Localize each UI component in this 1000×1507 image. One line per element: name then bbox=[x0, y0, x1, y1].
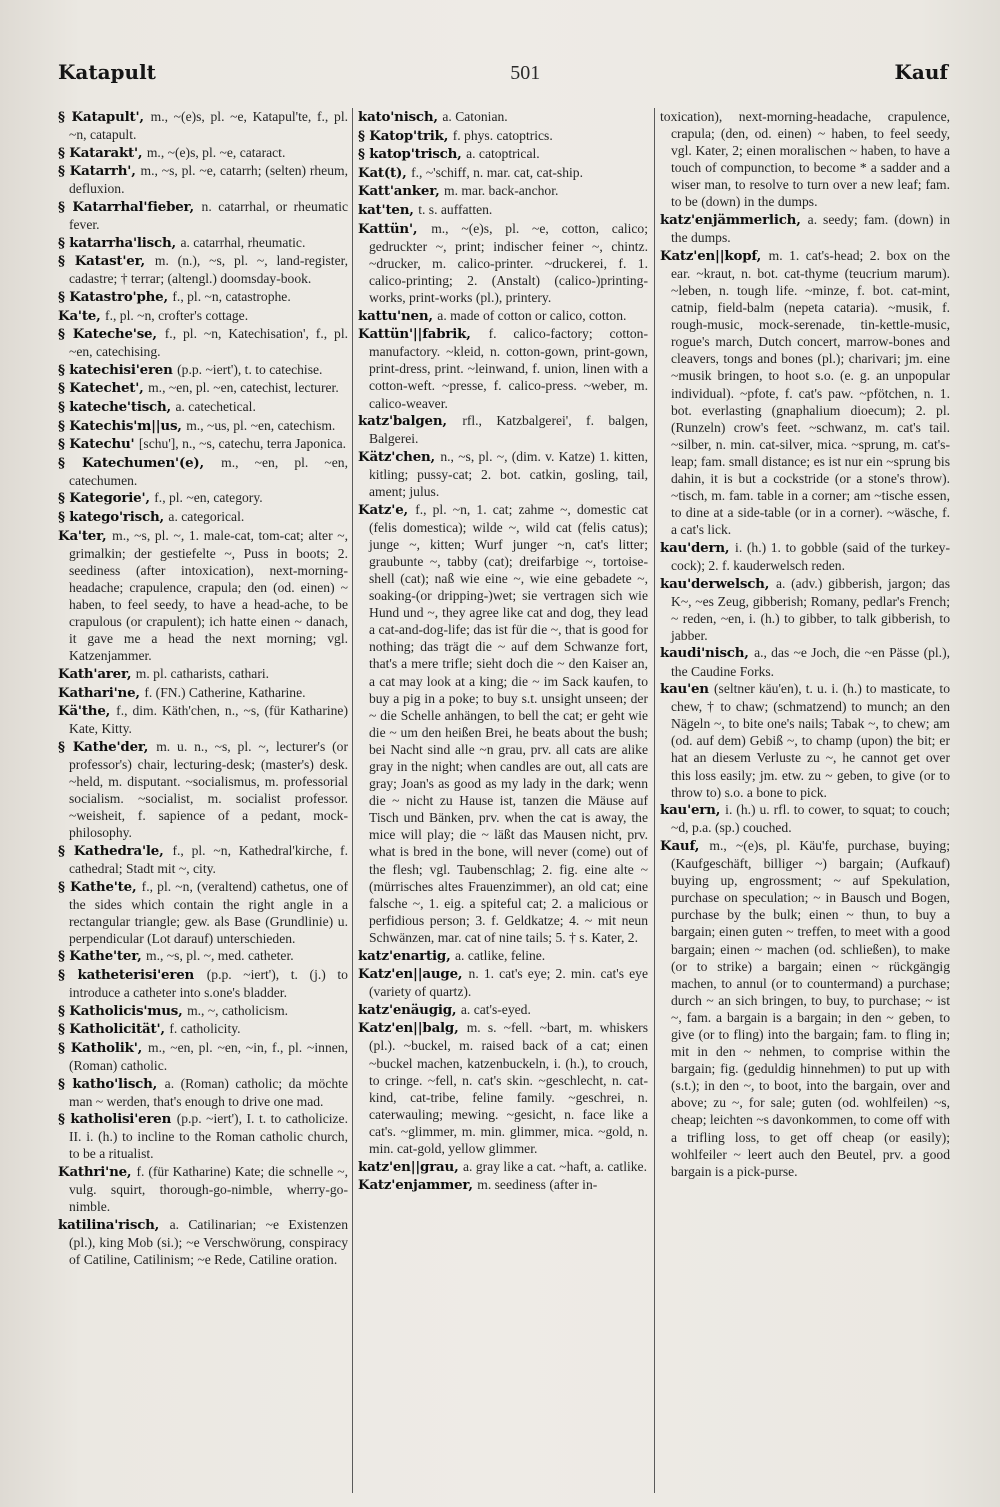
dictionary-entry bbox=[58, 1002, 348, 1020]
entry-headword: § Katapult', bbox=[58, 109, 151, 125]
dictionary-entry bbox=[58, 1020, 348, 1038]
entry-headword: Kattün'||fabrik, bbox=[358, 326, 489, 343]
entry-headword: § Kathe'der, bbox=[58, 738, 157, 755]
entry-definition: f. catholicity. bbox=[169, 1021, 241, 1037]
entry-definition: f., pl. ~en, category. bbox=[154, 490, 263, 506]
dictionary-entry bbox=[358, 448, 648, 500]
dictionary-entry bbox=[58, 1110, 348, 1162]
entry-headword: § Katholicis'mus, bbox=[58, 1002, 188, 1019]
entry-headword: § Kateche'se, bbox=[58, 326, 165, 343]
entry-headword: § Katholicität', bbox=[58, 1021, 170, 1038]
entry-headword: § katheterisi'eren bbox=[58, 967, 207, 983]
column-1 bbox=[58, 108, 348, 1488]
entry-headword: Ka'ter, bbox=[58, 527, 113, 544]
dictionary-entry bbox=[358, 164, 648, 182]
entry-headword: Katt'anker, bbox=[358, 183, 444, 200]
entry-definition: a. (Roman) catholic; da möchte man ~ werden, that's enough to drive one mad. bbox=[69, 1075, 348, 1109]
dictionary-entry bbox=[660, 801, 950, 836]
entry-headword: § Katechet', bbox=[58, 380, 149, 397]
dictionary-entry bbox=[58, 288, 348, 306]
dictionary-entry bbox=[58, 108, 348, 143]
entry-definition: n. 1. cat's eye; 2. min. cat's eye (variety of quartz). bbox=[369, 966, 648, 1000]
entry-definition: m. pl. catharists, cathari. bbox=[135, 665, 270, 681]
entry-definition: m. u. n., ~s, pl. ~, lecturer's (or professor's) chair, lecturing-desk; (master's) desk. ~held, m. disputant. ~socialismus, m. professorial socialism. ~socialist, m. socialist professor. ~weisheit, f. sapience of a pedant, mock-philosophy. bbox=[69, 738, 348, 841]
dictionary-entry bbox=[660, 108, 950, 211]
dictionary-entry bbox=[58, 307, 348, 325]
dictionary-entry bbox=[358, 412, 648, 447]
entry-headword: kau'dern, bbox=[660, 539, 736, 556]
entry-definition: m., ~en, pl. ~en, ~in, f., pl. ~innen, (Roman) catholic. bbox=[69, 1039, 348, 1073]
entry-headword: § katarrha'lisch, bbox=[58, 234, 181, 251]
dictionary-entry bbox=[58, 1216, 348, 1268]
entry-headword: katz'enartig, bbox=[358, 947, 455, 964]
entry-headword: katz'en||grau, bbox=[358, 1158, 463, 1175]
dictionary-entry bbox=[58, 738, 348, 842]
entry-definition: m., ~(e)s, pl. ~e, Katapul'te, f., pl. ~n, catapult. bbox=[69, 109, 348, 143]
entry-definition: a. cat's-eyed. bbox=[460, 1001, 531, 1017]
column-2 bbox=[358, 108, 648, 1488]
dictionary-entry bbox=[58, 842, 348, 877]
dictionary-entry bbox=[58, 379, 348, 397]
entry-headword: § Kathe'te, bbox=[58, 878, 142, 895]
entry-definition: a. seedy; fam. (down) in the dumps. bbox=[671, 212, 950, 246]
dictionary-entry bbox=[58, 435, 348, 453]
entry-headword: Katz'en||balg, bbox=[358, 1020, 467, 1037]
entry-headword: Katz'enjammer, bbox=[358, 1177, 478, 1194]
entry-definition: f. phys. catoptrics. bbox=[452, 127, 553, 143]
entry-headword: § Katarrhal'fieber, bbox=[58, 198, 202, 215]
dictionary-entry bbox=[58, 1039, 348, 1074]
entry-definition: f., ~'schiff, n. mar. cat, cat-ship. bbox=[411, 164, 583, 180]
dictionary-entry bbox=[58, 702, 348, 737]
entry-headword: Kauf, bbox=[660, 837, 710, 854]
entry-definition: a. catarrhal, rheumatic. bbox=[180, 234, 306, 250]
dictionary-entry bbox=[58, 454, 348, 489]
entry-headword: kau'derwelsch, bbox=[660, 575, 776, 592]
entry-headword: Kätz'chen, bbox=[358, 448, 441, 465]
left-running-head: Katapult bbox=[58, 60, 156, 84]
entry-definition: f., pl. ~n, 1. cat; zahme ~, domestic cat (felis domestica); wilde ~, wild cat (felis catus); junge ~, kitten; Wurf junger ~n, cat's litter; graubunte ~, tabby (cat); dreifarbige ~, tortoise-shell (cat); naß wie eine ~, wie eine gebadete ~, soaking-(or dripping-)wet; sie vertragen sich wie Hund und ~, they agree like cat and dog, they lead a cat-and-dog-life; das ist für die ~, that is good for nothing; das trägt die ~ auf dem Schwanze fort, that's a mere trifle; sieht doch die ~ den Kaiser an, a cat may look at a king; die ~ im Sack kaufen, to buy a pig in a poke; to buy s.t. unsight unseen; der ~ die Schelle anhängen, to bell the cat; er geht wie die ~ um den heißen Brei, he beats about the bush; bei Nacht sind alle ~n grau, prv. all cats are alike gray in the night; when candles are out, all cats are gray; Joan's as good as my lady in the dark; wenn die ~ nicht zu Hause ist, tanzen die Mäuse auf Tisch und Bänken, prv. when the cat is away, the mice will play; die ~ läßt das Mausen nicht, prv. what is bred in the bone, will never (come) out of the flesh; vgl. Taubenschlag; 2. fig. eine alte ~ (mürrisches altes Frauenzimmer), an old cat; eine falsche ~, 1. eig. a spiteful cat; 2. a malicious or perfidious person; 3. f. Geldkatze; 4. ~ mit neun Schwänzen, mar. cat of nine tails; 5. † s. Kater, 2. bbox=[369, 501, 648, 945]
entry-definition: m. 1. cat's-head; 2. box on the ear. ~kraut, n. bot. cat-thyme (teucrium marum). ~leben, n. tough life. ~minze, f. bot. cat-mint, catnip, field-balm (nepeta cataria). ~musik, f. rough-music, mock-serenade, tin-kettle-music, rogue's march, Dutch concert, marrow-bones and cleavers, tongs and bones (pl.); charivari; jm. eine ~musik bringen, to hoot s.o. (e. g. an unpopular individual). ~pfote, f. cat's paw. ~pfötchen, n. 1. bot. everlasting (gnaphalium dioecum); 2. pl. (Runzeln) crow's feet. ~schwanz, m. cat's tail. ~silber, n. min. cat-silver, mica. ~sprung, m. cat's-leap; fam. small distance; es ist nur ein ~sprung bis dahin, it is but a cockstride (or a stone's throw). ~tisch, m. fam. table in a corner; am ~tische essen, to dine at a side-table (or in a corner). ~wäsche, f. a cat's lick. bbox=[671, 247, 950, 538]
entry-definition: (p.p. ~iert'), t. (j.) to introduce a catheter into s.one's bladder. bbox=[69, 967, 348, 1001]
entry-definition: m., ~(e)s, pl. ~e, cataract. bbox=[146, 144, 286, 160]
dictionary-entry bbox=[660, 644, 950, 679]
entry-headword: § Katop'trik, bbox=[358, 127, 453, 144]
entry-headword: § katechisi'eren bbox=[58, 361, 178, 378]
entry-definition: i. (h.) 1. to gobble (said of the turkey-cock); 2. f. kauderwelsch reden. bbox=[671, 539, 950, 573]
entry-definition: f., pl. ~n, crofter's cottage. bbox=[105, 307, 249, 323]
dictionary-entry bbox=[58, 144, 348, 162]
entry-headword: Katz'en||auge, bbox=[358, 966, 469, 983]
entry-headword: katz'balgen, bbox=[358, 413, 463, 430]
entry-definition: a. made of cotton or calico, cotton. bbox=[437, 307, 627, 323]
column-divider bbox=[352, 108, 353, 1493]
entry-definition: a. Catonian. bbox=[442, 109, 508, 124]
entry-definition: f. (FN.) Catherine, Katharine. bbox=[144, 684, 306, 700]
entry-definition: n., ~s, pl. ~, (dim. v. Katze) 1. kitten, kitling; pussy-cat; 2. bot. catkin, gosling, tail, ament; julus. bbox=[369, 448, 648, 499]
entry-headword: § Katechu' bbox=[58, 436, 139, 453]
dictionary-entry bbox=[58, 162, 348, 197]
entry-headword: § katop'trisch, bbox=[358, 146, 467, 163]
dictionary-entry bbox=[58, 398, 348, 416]
entry-headword: § katholisi'eren bbox=[58, 1111, 177, 1128]
dictionary-entry bbox=[58, 966, 348, 1001]
entry-headword: § Kathedra'le, bbox=[58, 842, 173, 859]
dictionary-entry bbox=[58, 878, 348, 947]
entry-headword: Kath'arer, bbox=[58, 665, 136, 682]
entry-headword: § katego'risch, bbox=[58, 509, 169, 526]
entry-definition: a. catlike, feline. bbox=[455, 947, 546, 963]
dictionary-entry bbox=[358, 307, 648, 325]
entry-definition: m. s. ~fell. ~bart, m. whiskers (pl.). ~buckel, m. raised back of a cat; einen ~buckel machen, katzenbuckeln, i. (h.), to crouch, to cringe. ~fell, n. cat's skin. ~geschlecht, n. cat-kind, cat-tribe, feline family. ~geschrei, n. caterwauling; mewing. ~gesicht, n. face like a cat's. ~glimmer, m. min. glimmer, mica. ~gold, n. min. cat-gold, yellow glimmer. bbox=[369, 1020, 648, 1157]
entry-headword: kau'ern, bbox=[660, 802, 726, 819]
entry-definition: m. (n.), ~s, pl. ~, land-register, cadastre; † terrar; (altengl.) doomsday-book. bbox=[69, 253, 348, 287]
entry-definition: a. categorical. bbox=[168, 509, 245, 525]
dictionary-entry bbox=[358, 1176, 648, 1194]
dictionary-entry bbox=[358, 325, 648, 411]
dictionary-entry bbox=[358, 108, 648, 126]
entry-definition: f. calico-factory; cotton-manufactory. ~kleid, n. cotton-gown, print-gown, print-dress, print. ~leinwand, f. union, linen with a cotton-weft. ~presse, f. calico-press. ~weber, m. calico-weaver. bbox=[369, 326, 648, 411]
entry-definition: t. s. auffatten. bbox=[418, 201, 493, 217]
dictionary-columns bbox=[58, 108, 950, 1488]
entry-headword: § katho'lisch, bbox=[58, 1075, 165, 1092]
entry-headword: Kä'the, bbox=[58, 703, 117, 720]
entry-headword: Katz'e, bbox=[358, 501, 416, 518]
entry-definition: (seltner käu'en), t. u. i. (h.) to masticate, to chew, † to chaw; (schmatzend) to munch; an den Nägeln ~, to bite one's nails; Tabak ~, to chew; am (od. auf dem) Gebiß ~, to champ (upon) the bit; er hat an diesem Verluste zu ~, he cannot get over this loss easily; jm. etw. zu ~ geben, to give (or to throw to) s.o. a bone to pick. bbox=[671, 681, 950, 800]
dictionary-entry bbox=[58, 508, 348, 526]
entry-headword: katz'enjämmerlich, bbox=[660, 212, 808, 229]
entry-headword: § Kategorie', bbox=[58, 490, 155, 507]
column-3 bbox=[660, 108, 950, 1488]
entry-definition: f., pl. ~n, Kathedral'kirche, f. cathedral; Stadt mit ~, city. bbox=[69, 842, 348, 876]
entry-definition: m. seediness (after in- bbox=[477, 1177, 598, 1193]
dictionary-entry bbox=[660, 211, 950, 246]
entry-headword: Katz'en||kopf, bbox=[660, 247, 769, 264]
dictionary-entry bbox=[358, 501, 648, 946]
entry-definition: m., ~s, pl. ~, med. catheter. bbox=[146, 948, 294, 964]
entry-definition: a. gray like a cat. ~haft, a. catlike. bbox=[463, 1158, 647, 1174]
entry-headword: Kattün', bbox=[358, 220, 432, 237]
dictionary-entry bbox=[58, 325, 348, 360]
dictionary-entry bbox=[358, 220, 648, 306]
column-divider bbox=[654, 108, 655, 1493]
dictionary-entry bbox=[58, 489, 348, 507]
dictionary-entry bbox=[358, 182, 648, 200]
entry-definition: rfl., Katzbalgerei', f. balgen, Balgerei. bbox=[369, 413, 648, 447]
entry-definition: f., pl. ~n, Katechisation', f., pl. ~en, catechising. bbox=[69, 326, 348, 360]
entry-headword: § kateche'tisch, bbox=[58, 399, 176, 415]
entry-headword: § Katholik', bbox=[58, 1039, 148, 1056]
entry-definition: m. mar. back-anchor. bbox=[444, 183, 559, 199]
dictionary-entry bbox=[58, 1075, 348, 1110]
entry-headword: kato'nisch, bbox=[358, 109, 443, 125]
entry-headword: § Katechumen'(e), bbox=[58, 454, 222, 471]
dictionary-entry bbox=[358, 947, 648, 965]
entry-headword: Kathari'ne, bbox=[58, 684, 145, 701]
entry-definition: m., ~, catholicism. bbox=[187, 1002, 289, 1018]
dictionary-entry bbox=[358, 1019, 648, 1157]
entry-definition: m., ~s, pl. ~, 1. male-cat, tom-cat; alter ~, grimalkin; der gestiefelte ~, Puss in boots; 2. seediness (after intoxication), next-morning-headache; crapulence, crapula; den (od. einen) ~ haben, to feel seedy, to have a head-ache, to be crapulous (or crapulent); ich hatte einen ~ danach, it gave me a head the next morning; vgl. Katzenjammer. bbox=[69, 527, 348, 664]
dictionary-entry bbox=[660, 680, 950, 801]
entry-definition: m., ~us, pl. ~en, catechism. bbox=[186, 417, 336, 433]
entry-headword: katilina'risch, bbox=[58, 1216, 170, 1233]
entry-definition: f. (für Katharine) Kate; die schnelle ~, vulg. squirt, thorough-go-nimble, wherry-go-nimble. bbox=[69, 1164, 348, 1215]
dictionary-entry bbox=[358, 145, 648, 163]
dictionary-entry bbox=[358, 1001, 648, 1019]
dictionary-entry bbox=[660, 539, 950, 574]
dictionary-entry bbox=[660, 247, 950, 539]
dictionary-entry bbox=[358, 1158, 648, 1176]
entry-definition: m., ~en, pl. ~en, catechumen. bbox=[69, 454, 348, 488]
page-header bbox=[58, 60, 948, 90]
entry-definition: f., dim. Käth'chen, n., ~s, (für Katharine) Kate, Kitty. bbox=[69, 703, 348, 737]
dictionary-entry bbox=[358, 201, 648, 219]
entry-definition: n. catarrhal, or rheumatic fever. bbox=[69, 198, 348, 233]
entry-headword: katz'enäugig, bbox=[358, 1001, 461, 1018]
entry-headword: kau'en bbox=[660, 681, 714, 698]
entry-definition: m., ~s, pl. ~e, catarrh; (selten) rheum, defluxion. bbox=[69, 163, 348, 197]
entry-headword: kat'ten, bbox=[358, 201, 419, 218]
entry-headword: Ka'te, bbox=[58, 307, 106, 324]
dictionary-entry bbox=[358, 965, 648, 1000]
entry-definition: toxication), next-morning-headache, crapulence, crapula; (den, od. einen) ~ haben, to feel seedy, vgl. Kater, 2; einen moralischen ~ haben, to have a touch of compunction, to become * a sadder and a wiser man, to resolve to turn over a new leaf; fam. to be (down) in the dumps. bbox=[660, 109, 950, 210]
entry-definition: [schu'], n., ~s, catechu, terra Japonica. bbox=[138, 436, 347, 452]
dictionary-entry bbox=[58, 361, 348, 379]
dictionary-entry bbox=[58, 527, 348, 665]
dictionary-entry bbox=[58, 947, 348, 965]
dictionary-entry bbox=[358, 127, 648, 145]
dictionary-entry bbox=[58, 198, 348, 233]
dictionary-entry bbox=[58, 417, 348, 435]
entry-definition: f., pl. ~n, catastrophe. bbox=[172, 288, 291, 304]
entry-definition: m., ~(e)s, pl. ~e, cotton, calico; gedruckter ~, print; indischer feiner ~, chintz. ~drucker, m. calico-printer. ~druckerei, f. 1. calico-printing; 2. (Anstalt) (calico-)printing-works, print-works (pl.), printery. bbox=[369, 220, 648, 305]
entry-headword: § Katarrh', bbox=[58, 163, 141, 180]
entry-definition: a. catechetical. bbox=[175, 399, 256, 414]
entry-headword: § Katast'er, bbox=[58, 253, 155, 270]
entry-definition: a. (adv.) gibberish, jargon; das K~, ~es Zeug, gibberish; Romany, pedlar's French; ~ reden, ~en, i. (h.) to gibber, to talk gibberish, to jabber. bbox=[671, 575, 950, 643]
entry-definition: m., ~(e)s, pl. Käu'fe, purchase, buying; (Kaufgeschäft, billiger ~) bargain; (Aufkauf) buying up, engrossment; ~ auf Spekulation, purchase on speculation; ~ in Bausch und Bogen, purchase by the bulk; einen ~ thun, to buy a bargain; einen guten ~ treffen, to meet with a good bargain; einen ~ machen (od. schließen), to make (or to strike) a bargain; einen ~ rückgängig machen, to annul (or to countermand) a purchase; durch ~ an sich bringen, to buy, to purchase; ~ ist ~, fam. a bargain is a bargain; in den ~ geben, to give (or to fling) into the bargain; fam. to fling in; mit in den ~ nehmen, to comprise within the bargain; fig. (geduldig hinnehmen) to put up with (s.t.); in den ~, to boot, into the bargain, over and above; zu ~, for sale; guten (od. wohlfeilen) ~s, cheap; leichten ~s davonkommen, to come off with a trifling loss, to get off cheap (or easily); wohlfeiler ~ leert auch den Beutel, prv. a good bargain is a pick-purse. bbox=[671, 837, 950, 1179]
dictionary-entry bbox=[660, 837, 950, 1180]
entry-definition: a. Catilinarian; ~e Existenzen (pl.), king Mob (si.); ~e Verschwörung, conspiracy of Catiline, Catilinism; ~e Rede, Catiline oration. bbox=[69, 1216, 348, 1267]
entry-definition: i. (h.) u. rfl. to cower, to squat; to couch; ~d, p.a. (sp.) couched. bbox=[671, 802, 950, 836]
entry-definition: a. catoptrical. bbox=[466, 146, 540, 162]
dictionary-entry bbox=[660, 575, 950, 644]
entry-headword: kaudi'nisch, bbox=[660, 645, 755, 662]
dictionary-entry bbox=[58, 665, 348, 683]
entry-headword: § Katarakt', bbox=[58, 144, 147, 161]
dictionary-entry bbox=[58, 234, 348, 252]
entry-headword: § Katechis'm||us, bbox=[58, 417, 187, 434]
entry-definition: (p.p. ~iert'), t. to catechise. bbox=[177, 361, 323, 377]
entry-headword: Kat(t), bbox=[358, 164, 412, 181]
dictionary-entry bbox=[58, 252, 348, 287]
entry-headword: § Katastro'phe, bbox=[58, 288, 173, 305]
entry-headword: § Kathe'ter, bbox=[58, 948, 147, 965]
entry-definition: (p.p. ~iert'), I. t. to catholicize. II. i. (h.) to incline to the Roman catholic church, to be a ritualist. bbox=[69, 1111, 348, 1162]
entry-definition: m., ~en, pl. ~en, catechist, lecturer. bbox=[148, 380, 339, 396]
right-running-head: Kauf bbox=[894, 60, 948, 84]
entry-definition: a., das ~e Joch, die ~en Pässe (pl.), the Caudine Forks. bbox=[671, 645, 950, 679]
dictionary-entry bbox=[58, 1163, 348, 1215]
entry-headword: kattu'nen, bbox=[358, 307, 438, 324]
entry-definition: f., pl. ~n, (veraltend) cathetus, one of the sides which contain the right angle in a rectangular triangle; gew. als Base (Grundlinie) u. perpendicular (Lot darauf) unterschieden. bbox=[69, 878, 348, 946]
entry-headword: Kathri'ne, bbox=[58, 1164, 137, 1181]
page-number: 501 bbox=[510, 62, 541, 84]
dictionary-entry bbox=[58, 684, 348, 702]
